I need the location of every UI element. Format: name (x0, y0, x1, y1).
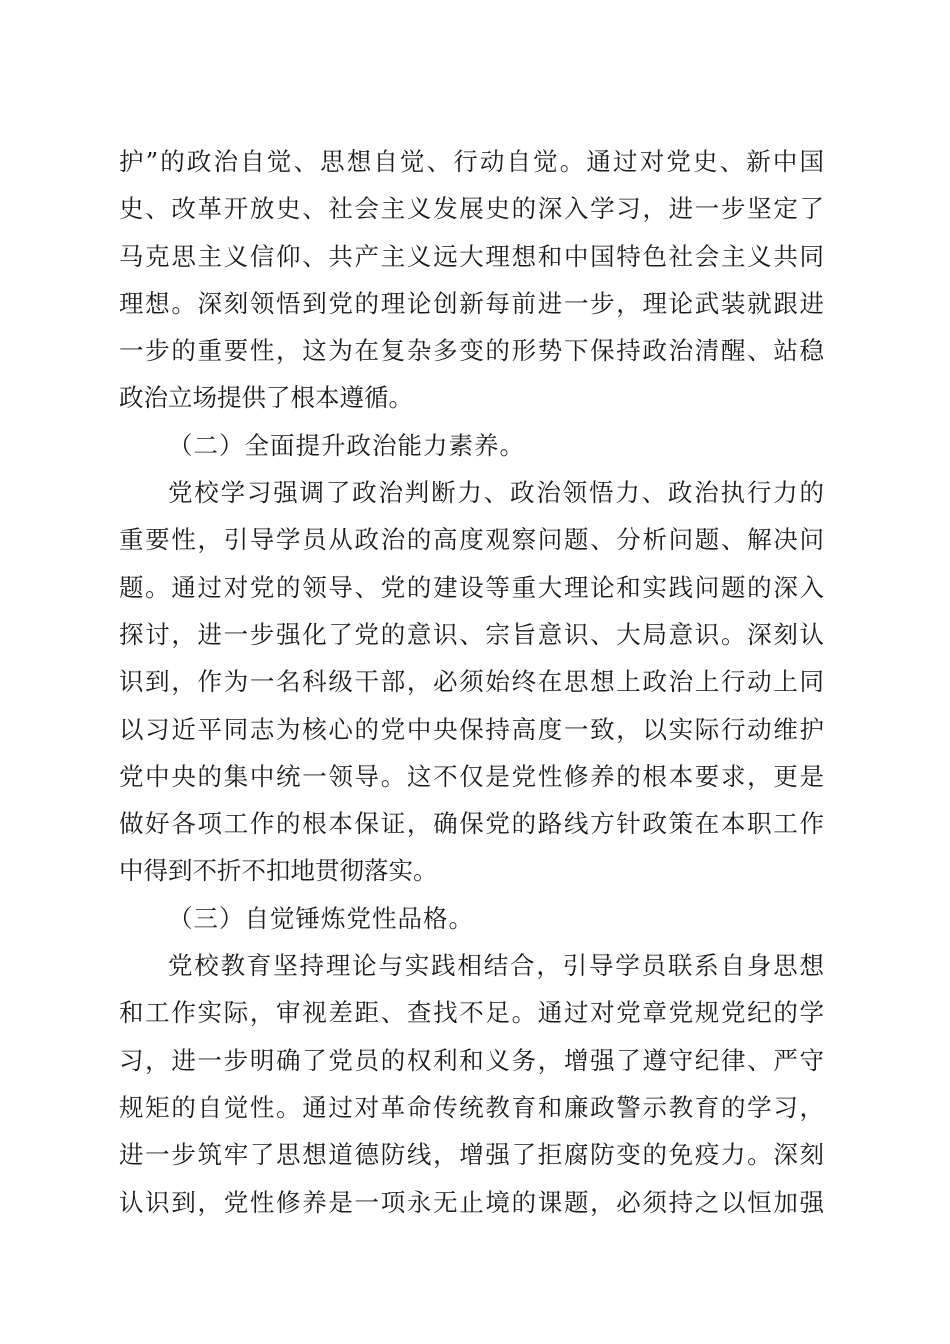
paragraph-line: 中得到不折不扣地贯彻落实。 (119, 856, 438, 886)
document-body (119, 138, 824, 1226)
section-heading: （三）自觉锤炼党性品格。 (168, 903, 474, 933)
paragraph-line: 认识到，党性修养是一项永无止境的课题，必须持之以恒加强 (119, 1187, 824, 1217)
paragraph-line: 习，进一步明确了党员的权利和义务，增强了遵守纪律、严守 (119, 1045, 824, 1075)
paragraph-line: 一步的重要性，这为在复杂多变的形势下保持政治清醒、站稳 (119, 336, 824, 366)
paragraph-line: 进一步筑牢了思想道德防线，增强了拒腐防变的免疫力。深刻 (119, 1140, 824, 1170)
paragraph-line: 识到，作为一名科级干部，必须始终在思想上政治上行动上同 (119, 667, 824, 697)
paragraph-line: 党校学习强调了政治判断力、政治领悟力、政治执行力的 (168, 478, 824, 508)
paragraph-line: 做好各项工作的根本保证，确保党的路线方针政策在本职工作 (119, 809, 824, 839)
paragraph-line: 政治立场提供了根本遵循。 (119, 383, 413, 413)
paragraph-line: 史、改革开放史、社会主义发展史的深入学习，进一步坚定了 (119, 194, 824, 224)
paragraph-line: 和工作实际，审视差距、查找不足。通过对党章党规党纪的学 (119, 998, 824, 1028)
section-heading: （二）全面提升政治能力素养。 (168, 430, 525, 460)
paragraph-line: 探讨，进一步强化了党的意识、宗旨意识、大局意识。深刻认 (119, 619, 824, 649)
paragraph-line: 护”的政治自觉、思想自觉、行动自觉。通过对党史、新中国 (119, 147, 824, 176)
paragraph-line: 党中央的集中统一领导。这不仅是党性修养的根本要求，更是 (119, 761, 824, 791)
paragraph-line: 党校教育坚持理论与实践相结合，引导学员联系自身思想 (168, 951, 824, 981)
paragraph-line: 理想。深刻领悟到党的理论创新每前进一步，理论武装就跟进 (119, 288, 824, 318)
paragraph-line: 马克思主义信仰、共产主义远大理想和中国特色社会主义共同 (119, 241, 824, 271)
paragraph-line: 重要性，引导学员从政治的高度观察问题、分析问题、解决问 (119, 525, 824, 555)
paragraph-line: 题。通过对党的领导、党的建设等重大理论和实践问题的深入 (119, 572, 824, 602)
paragraph-line: 以习近平同志为核心的党中央保持高度一致，以实际行动维护 (119, 714, 824, 744)
paragraph-line: 规矩的自觉性。通过对革命传统教育和廉政警示教育的学习， (119, 1092, 824, 1122)
